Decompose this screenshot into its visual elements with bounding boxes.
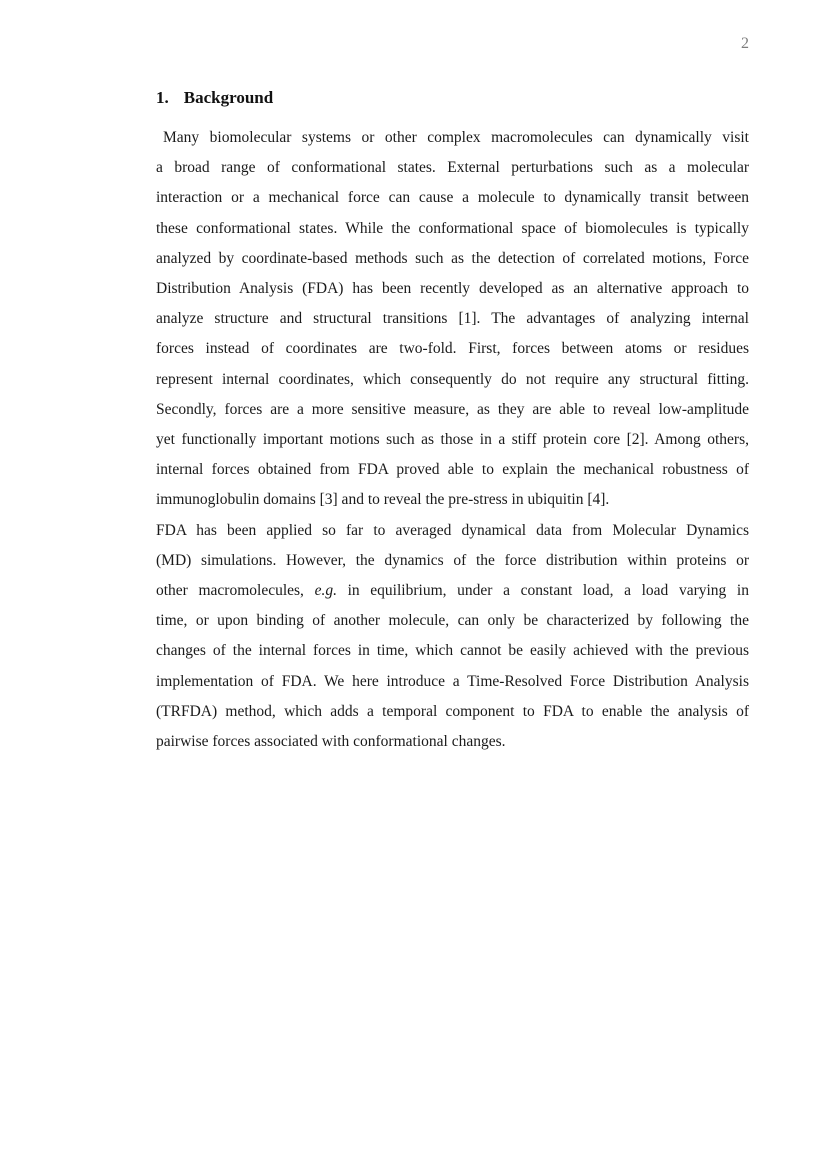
text-line [156, 123, 749, 153]
text-line [156, 516, 749, 546]
text-segment: Secondly, forces are a more sensitive measure, as they are able to reveal low-amplitude [156, 400, 749, 418]
text-segment: Distribution Analysis (FDA) has been recently developed as an alternative approach to [156, 280, 749, 298]
text-segment: a broad range of conformational states. External perturbations such as a molecular [156, 159, 749, 177]
section-number: 1. [156, 88, 169, 107]
italic-text-segment: e.g. [314, 582, 337, 600]
text-segment: immunoglobulin domains [3] and to reveal the pre-stress in ubiquitin [4]. [156, 491, 610, 509]
section-heading [156, 87, 749, 109]
text-segment: in equilibrium, under a constant load, a load varying in [336, 582, 749, 600]
text-line [156, 606, 749, 636]
text-segment: analyzed by coordinate-based methods such as the detection of correlated motions, Force [156, 249, 749, 267]
text-segment: represent internal coordinates, which consequently do not require any structural fitting. [156, 370, 749, 388]
text-segment: forces instead of coordinates are two-fold. First, forces between atoms or residues [156, 340, 749, 358]
text-line [156, 274, 749, 304]
text-segment: time, or upon binding of another molecule, can only be characterized by following the [156, 612, 749, 630]
text-line [156, 304, 749, 334]
text-segment: yet functionally important motions such as those in a stiff protein core [2]. Among others, [156, 431, 749, 449]
text-segment: pairwise forces associated with conformational changes. [156, 733, 506, 751]
text-segment: internal forces obtained from FDA proved able to explain the mechanical robustness of [156, 461, 749, 479]
text-segment: (MD) simulations. However, the dynamics of the force distribution within proteins or [156, 551, 749, 569]
text-line [156, 395, 749, 425]
text-line [156, 334, 749, 364]
text-line [156, 183, 749, 213]
text-segment: interaction or a mechanical force can cause a molecule to dynamically transit between [156, 189, 749, 207]
text-line [156, 576, 749, 606]
text-line [156, 214, 749, 244]
page-number: 2 [741, 35, 749, 52]
text-line [156, 485, 749, 515]
text-segment: analyze structure and structural transitions [1]. The advantages of analyzing internal [156, 310, 749, 328]
text-line [156, 455, 749, 485]
text-line [156, 727, 749, 757]
text-segment: (TRFDA) method, which adds a temporal component to FDA to enable the analysis of [156, 702, 749, 720]
text-line [156, 546, 749, 576]
text-line [156, 153, 749, 183]
text-segment: Many biomolecular systems or other complex macromolecules can dynamically visit [163, 129, 749, 146]
text-line [156, 697, 749, 727]
text-segment: implementation of FDA. We here introduce a Time-Resolved Force Distribution Analysis [156, 672, 749, 690]
text-line [156, 244, 749, 274]
text-segment: other macromolecules, [156, 582, 315, 600]
paragraph [156, 123, 749, 516]
text-line [156, 667, 749, 697]
paragraph [156, 516, 749, 758]
text-line [156, 365, 749, 395]
text-segment: these conformational states. While the conformational space of biomolecules is typically [156, 219, 749, 237]
section-title: Background [183, 88, 274, 107]
text-segment: FDA has been applied so far to averaged dynamical data from Molecular Dynamics [156, 521, 749, 539]
body-text [156, 123, 749, 757]
text-segment: changes of the internal forces in time, which cannot be easily achieved with the previous [156, 642, 749, 660]
text-line [156, 425, 749, 455]
page-content [156, 87, 749, 757]
text-line [156, 636, 749, 666]
